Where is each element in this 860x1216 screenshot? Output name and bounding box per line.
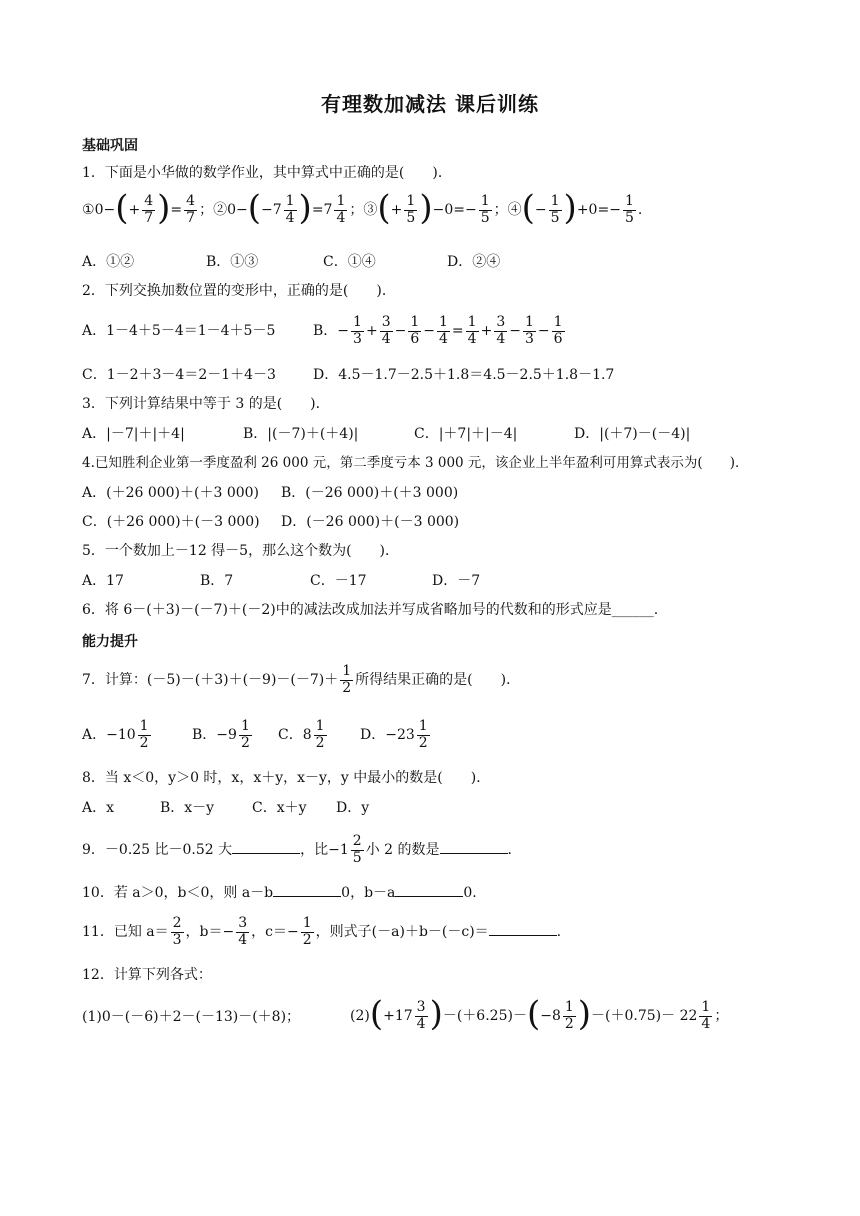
fraction: $\frac{1}{4}$ <box>439 314 448 347</box>
q1-option-a: A．①② <box>82 254 135 270</box>
section-basic: 基础巩固 <box>82 138 138 154</box>
q8-option-b: B．x－y <box>160 800 215 816</box>
q3-option-c: C．|＋7|＋|－4| <box>414 426 518 442</box>
fraction: $\frac{4}{7}$ <box>144 193 154 226</box>
fraction: $\frac{1}{5}$ <box>406 193 416 226</box>
q2-stem: 2．下列交换加数位置的变形中，正确的是( )． <box>82 283 396 299</box>
q1-option-d: D．②④ <box>447 254 501 270</box>
fraction: $\frac{1}{4}$ <box>336 193 346 226</box>
q10-line: 10．若 a＞0，b＜0，则 a－b 0，b－a 0. <box>82 882 477 903</box>
q12-part1: (1)0－(－6)＋2－(－13)－(＋8)； <box>82 1009 301 1025</box>
q1-option-c: C．①④ <box>323 254 376 270</box>
q8-option-c: C．x＋y <box>252 800 307 816</box>
q7-option-d: D．−23 $\frac{1}{2}$ <box>360 718 428 751</box>
q4-stem: 4.已知胜利企业第一季度盈利 26 000 元，第二季度亏本 3 000 元，该企业上半年盈利可用算式表示为( )． <box>82 455 749 471</box>
q8-stem: 8．当 x＜0，y＞0 时，x，x＋y，x－y，y 中最小的数是( )． <box>82 770 491 786</box>
q4-option-c: C．(＋26 000)＋(－3 000) <box>82 514 260 530</box>
fraction: $\frac{3}{4}$ <box>416 999 426 1032</box>
fraction: $\frac{1}{6}$ <box>553 314 563 347</box>
q5-option-c: C．－17 <box>310 573 367 589</box>
fraction: $\frac{3}{4}$ <box>381 314 391 347</box>
q3-option-d: D．|(＋7)－(－4)| <box>574 426 691 442</box>
q12-part2: (2)(+17 $\frac{3}{4}$ )－(＋6.25)－(−8 $\frac{1}{2}$ )－(＋0.75)－ 22 $\frac{1}{4}$ ； <box>350 994 729 1034</box>
q1-stem: 1．下面是小华做的数学作业，其中算式中正确的是( )． <box>82 165 452 181</box>
answer-blank <box>232 839 300 854</box>
q12-stem: 12．计算下列各式： <box>82 967 212 983</box>
q7-stem: 7．计算：(－5)－(＋3)＋(－9)－(－7)＋ $\frac{1}{2}$ 所得结果正确的是( )． <box>82 663 521 696</box>
answer-blank <box>395 882 463 897</box>
q4-option-a: A．(＋26 000)＋(＋3 000) <box>82 485 260 501</box>
fraction: $\frac{1}{2}$ <box>564 999 574 1032</box>
q1-expression: ①0−(+ $\frac{4}{7}$ )= $\frac{4}{7}$ ；②0−(−7 $\frac{1}{4}$ )=7 $\frac{1}{4}$ ；③(+ $\frac{1}{5}$ )−0=− $\frac{1}{5}$ ；④(− $\frac{1}{5}$ )+0=− $\frac{1}{5}$ . <box>82 188 643 228</box>
q7-option-b: B．−9 $\frac{1}{2}$ <box>192 718 250 751</box>
fraction: $\frac{1}{4}$ <box>285 193 295 226</box>
fraction: $\frac{1}{4}$ <box>467 314 477 347</box>
fraction: $\frac{2}{3}$ <box>172 915 182 948</box>
q9-line: 9．－0.25 比－0.52 大 ，比−1 $\frac{2}{5}$ 小 2 的数是 ． <box>82 833 522 866</box>
fraction: $\frac{1}{2}$ <box>302 915 312 948</box>
q5-stem: 5．一个数加上－12 得－5，那么这个数为( )． <box>82 543 400 559</box>
q3-option-a: A．|－7|＋|＋4| <box>82 426 185 442</box>
q2-option-d: D．4.5－1.7－2.5＋1.8＝4.5－2.5＋1.8－1.7 <box>313 367 615 383</box>
q4-option-d: D．(－26 000)＋(－3 000) <box>281 514 460 530</box>
q8-option-a: A．x <box>82 800 115 816</box>
fraction: $\frac{1}{4}$ <box>701 999 711 1032</box>
fraction: $\frac{1}{3}$ <box>524 314 534 347</box>
fraction: $\frac{1}{3}$ <box>353 314 362 347</box>
answer-blank <box>489 921 557 936</box>
fraction: $\frac{3}{4}$ <box>238 915 248 948</box>
q7-option-a: A．−10 $\frac{1}{2}$ <box>82 718 149 751</box>
section-ability: 能力提升 <box>82 634 138 650</box>
q2-option-c: C．1－2＋3－4＝2－1＋4－3 <box>82 367 276 383</box>
fraction: $\frac{1}{2}$ <box>342 663 352 696</box>
fraction: $\frac{1}{6}$ <box>410 314 420 347</box>
fraction: $\frac{2}{5}$ <box>352 833 362 866</box>
q3-option-b: B．|(－7)＋(＋4)| <box>243 426 359 442</box>
q5-option-a: A．17 <box>82 573 124 589</box>
q3-stem: 3．下列计算结果中等于 3 的是( )． <box>82 396 330 412</box>
q5-option-d: D．－7 <box>432 573 481 589</box>
q11-line: 11．已知 a＝ $\frac{2}{3}$ ，b＝− $\frac{3}{4}$ ，c＝− $\frac{1}{2}$ ，则式子(－a)＋b－(－c)＝ . <box>82 915 562 948</box>
q2-option-b: B．− $\frac{1}{3}$ + $\frac{3}{4}$ − $\frac{1}{6}$ − $\frac{1}{4}$ = $\frac{1}{4}$ + $\frac{3}{4}$ − $\frac{1}{3}$ − $\frac{1}{6}$ <box>313 314 563 347</box>
q2-option-a: A．1－4＋5－4＝1－4＋5－5 <box>82 323 276 339</box>
q8-option-d: D．y <box>336 800 370 816</box>
fraction: $\frac{1}{5}$ <box>624 193 634 226</box>
fraction: $\frac{1}{2}$ <box>315 718 325 751</box>
fraction: $\frac{1}{5}$ <box>480 193 490 226</box>
fraction: $\frac{1}{2}$ <box>139 718 149 751</box>
answer-blank <box>273 882 341 897</box>
fraction: $\frac{3}{4}$ <box>496 314 506 347</box>
q1-option-b: B．①③ <box>206 254 259 270</box>
q4-option-b: B．(－26 000)＋(＋3 000) <box>281 485 459 501</box>
q7-option-c: C．8 $\frac{1}{2}$ <box>278 718 325 751</box>
fraction: $\frac{4}{7}$ <box>186 193 196 226</box>
q5-option-b: B．7 <box>200 573 234 589</box>
answer-blank <box>440 839 508 854</box>
fraction: $\frac{1}{2}$ <box>418 718 428 751</box>
fraction: $\frac{1}{5}$ <box>550 193 560 226</box>
q6-stem: 6．将 6－(＋3)－(－7)＋(－2)中的减法改成加法并写成省略加号的代数和的形式应是______. <box>82 602 659 618</box>
fraction: $\frac{1}{2}$ <box>240 718 250 751</box>
page-title: 有理数加减法 课后训练 <box>321 92 539 116</box>
